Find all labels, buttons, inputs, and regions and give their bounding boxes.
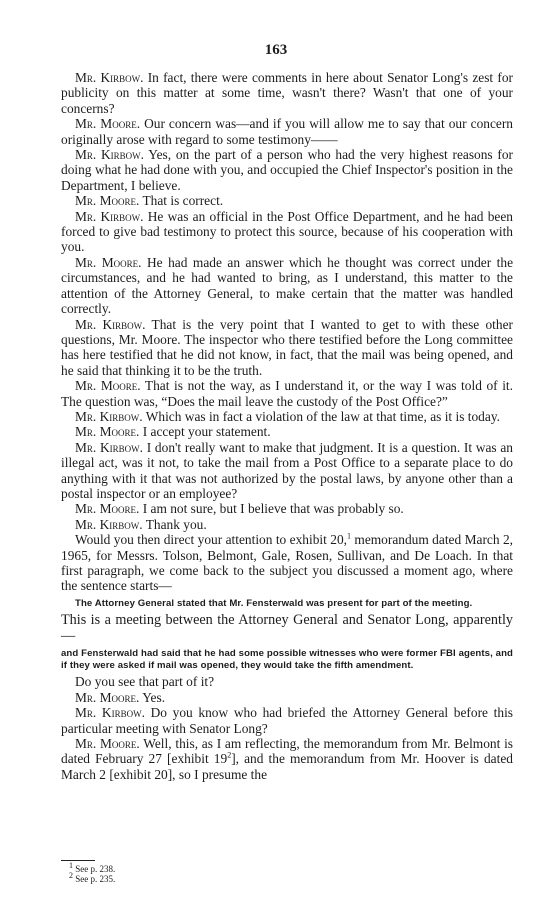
paragraph-text: Do you see that part of it?: [75, 674, 215, 690]
exhibit-paragraph: [61, 532, 513, 594]
footnote-ref: 1: [347, 531, 351, 541]
speaker-name: Mr. Kirbow.: [75, 439, 144, 455]
testimony-paragraph: [61, 440, 513, 502]
footnote-text: See p. 238.: [75, 864, 116, 874]
paragraph-text: Which was in fact a violation of the law at that time, as it is today.: [142, 408, 500, 424]
footnote-mark: 2: [69, 871, 73, 880]
speaker-name: Mr. Kirbow.: [75, 70, 144, 85]
paragraph-text: That is not the way, as I understand it, or the way I was told of it. The question was, “Does the mail leave the custody of the Post Office?”: [61, 378, 513, 409]
speaker-name: Mr. Moore.: [75, 501, 140, 517]
paragraph-text: Yes.: [139, 689, 166, 705]
speaker-name: Mr. Moore.: [75, 735, 140, 751]
speaker-name: Mr. Moore.: [75, 424, 140, 440]
paragraph-text: I accept your statement.: [139, 424, 271, 440]
paragraph-text: I don't really want to make that judgment. It is a question. It was an illegal act, was it not, to take the mail from a Post Office to a separate place to do anything with it that was not authorized by the postal laws, by anyone other than a postal inspector or an employee?: [61, 439, 514, 501]
quoted-memo-2: and Fensterwald had said that he had some possible witnesses who were former FBI agents, and if they were asked if mail was opened, they would take the fifth amendment.: [61, 648, 513, 671]
testimony-paragraph: [61, 147, 513, 193]
speaker-name: Mr. Kirbow.: [75, 516, 143, 532]
final-paragraph: [61, 736, 513, 782]
quoted-memo-1: The Attorney General stated that Mr. Fensterwald was present for part of the meeting.: [75, 597, 473, 609]
speaker-name: Mr. Moore.: [75, 116, 141, 132]
testimony-paragraph: [61, 255, 513, 317]
paragraph-group: [61, 674, 513, 736]
footnote-text: See p. 235.: [75, 874, 116, 884]
footnote-ref: 2: [227, 750, 232, 760]
footnote-divider: [61, 860, 95, 861]
testimony-paragraph: [61, 70, 513, 116]
speaker-name: Mr. Moore.: [75, 689, 140, 705]
speaker-name: Mr. Moore.: [75, 254, 142, 270]
paragraph-text: That is correct.: [139, 193, 224, 209]
testimony-text: [61, 70, 513, 782]
speaker-name: Mr. Moore.: [75, 378, 141, 394]
paragraph-text: I am not sure, but I believe that was probably so.: [139, 501, 404, 517]
speaker-name: Mr. Kirbow.: [75, 316, 146, 332]
footnote-mark: 1: [69, 861, 73, 870]
testimony-paragraph: [61, 674, 513, 689]
paragraph-text: Do you know who had briefed the Attorney General before this particular meeting with Senator Long?: [61, 705, 514, 736]
page-number: 163: [264, 42, 288, 58]
paragraph-text: In fact, there were comments in here about Senator Long's zest for publicity on this matter at some time, wasn't there? Wasn't that one of your concerns?: [61, 70, 513, 116]
testimony-paragraph: [61, 378, 513, 409]
paragraph-text: Our concern was—and if you will allow me to say that our concern originally arose with regard to some testimony——: [61, 116, 514, 147]
paragraph-text: Yes, on the part of a person who had the very highest reasons for doing what he had done with you, and occupied the Chief Inspector's position in the Department, I believe.: [61, 147, 513, 193]
exhibit-text-b: memorandum dated March 2, 1965, for Messrs. Tolson, Belmont, Gale, Rosen, Sullivan, and De Loach. In that first paragraph, we come back to the subject you discussed a moment ago, where the sentence starts—: [61, 532, 513, 594]
paragraph-text: Thank you.: [142, 516, 207, 532]
paragraph-text: That is the very point that I wanted to get to with these other questions, Mr. Moore. The inspector who there testified before the Long committee has here testified that he did not know, in fact, that the mail was being opened, and he said that thinking it to be the truth.: [61, 316, 513, 378]
paragraph-text: He had made an answer which he thought was correct under the circumstances, and he had wanted to bring, as I understand, this matter to the attention of the Attorney General, to make certain that the matter was handled correctly.: [61, 254, 514, 317]
speaker-name: Mr. Kirbow.: [75, 208, 144, 224]
final-text-a: Well, this, as I am reflecting, the memorandum from Mr. Belmont is dated February 27 [exhibit 19: [61, 735, 514, 767]
testimony-paragraph: [61, 209, 513, 255]
exhibit-text-a: Would you then direct your attention to exhibit 20,: [75, 532, 347, 548]
paragraph-text: He was an official in the Post Office Department, and he had been forced to give bad testimony to protect this source, because of his cooperation with you.: [61, 208, 513, 255]
bridge-paragraph: This is a meeting between the Attorney General and Senator Long, apparently—: [61, 612, 513, 645]
footnotes: [61, 861, 116, 884]
paragraph-group: [61, 70, 513, 532]
speaker-name: Mr. Kirbow.: [75, 147, 145, 163]
speaker-name: Mr. Kirbow.: [75, 408, 143, 424]
testimony-paragraph: [61, 116, 513, 147]
testimony-paragraph: [61, 193, 513, 208]
testimony-paragraph: [61, 517, 513, 532]
testimony-paragraph: [61, 424, 513, 439]
speaker-name: Mr. Moore.: [75, 193, 140, 209]
testimony-paragraph: [61, 705, 513, 736]
testimony-paragraph: [61, 501, 513, 516]
footnote: [61, 871, 116, 884]
testimony-paragraph: [61, 317, 513, 379]
speaker-name: Mr. Kirbow.: [75, 705, 145, 721]
final-text-b: ], and the memorandum from Mr. Hoover is dated March 2 [exhibit 20], so I presume the: [61, 751, 513, 782]
testimony-paragraph: [61, 409, 513, 424]
testimony-paragraph: [61, 690, 513, 705]
